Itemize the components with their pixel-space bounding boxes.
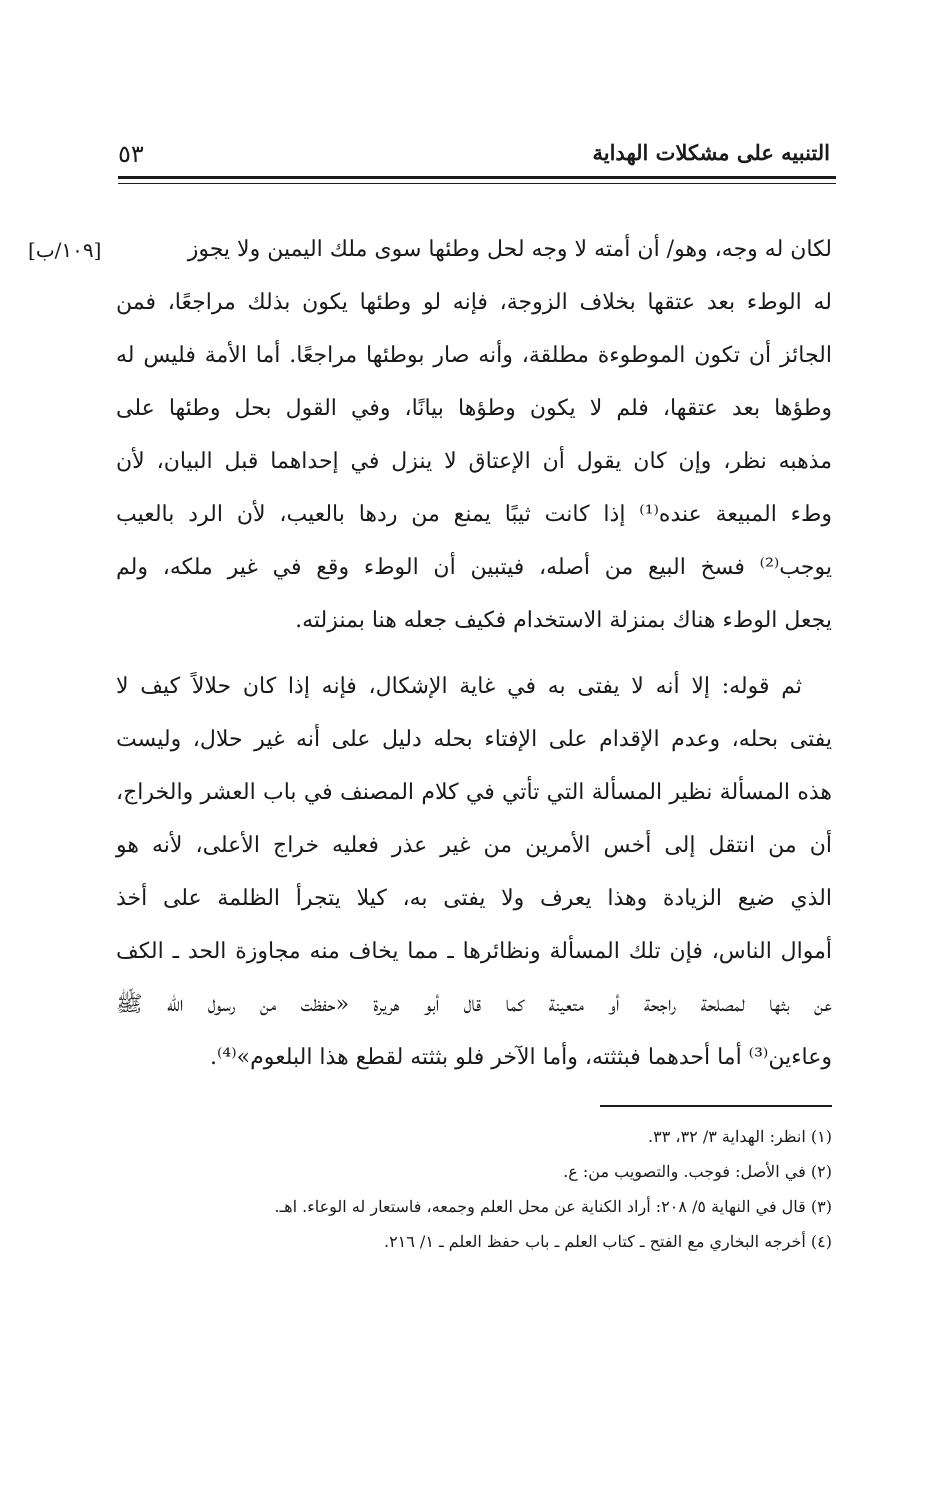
body-line: مذهبه نظر، وإن كان يقول أن الإعتاق لا ينزل في إحداهما قبل البيان، لأن xyxy=(116,449,832,474)
body-line: يجعل الوطء هناك بمنزلة الاستخدام فكيف جعله هنا بمنزلته. xyxy=(295,608,832,633)
body-line: وطء المبيعة عنده⁽¹⁾ إذا كانت ثيبًا يمنع من ردها بالعيب، لأن الرد بالعيب xyxy=(116,502,832,527)
body-line: الجائز أن تكون الموطوءة مطلقة، وأنه صار بوطئها مراجعًا. أما الأمة فليس له xyxy=(116,343,832,368)
footnote: (١) انظر: الهداية ٣/ ٣٢، ٣٣. xyxy=(648,1127,832,1146)
footnote-separator xyxy=(600,1105,832,1107)
body-line: أموال الناس، فإن تلك المسألة ونظائرها ـ مما يخاف منه مجاوزة الحد ـ الكف xyxy=(116,939,832,964)
footnote: (٢) في الأصل: فوجب. والتصويب من: ع. xyxy=(563,1162,832,1181)
footnote: (٣) قال في النهاية ٥/ ٢٠٨: أراد الكناية عن محل العلم وجمعه، فاستعار له الوعاء. اهـ. xyxy=(274,1197,832,1216)
manuscript-folio-reference: [١٠٩/ب] xyxy=(28,238,102,262)
body-line: وطؤها بعد عتقها، فلم لا يكون وطؤها بيانًا، وفي القول بحل وطئها على xyxy=(116,396,832,421)
body-line: عن بثها لمصلحة راجحة أو متعينة كما قال أبو هريرة «حفظت من رسول الله ﷺ xyxy=(116,992,832,1017)
body-line: يفتى بحله، وعدم الإقدام على الإفتاء بحله دليل على أنه غير حلال، وليست xyxy=(116,727,832,752)
body-line: هذه المسألة نظير المسألة التي تأتي في كلام المصنف في باب العشر والخراج، xyxy=(116,780,832,805)
body-line: وعاءين⁽³⁾ أما أحدهما فبثثته، وأما الآخر فلو بثثته لقطع هذا البلعوم»⁽⁴⁾. xyxy=(210,1045,832,1070)
header-rule-thick xyxy=(118,176,836,179)
body-line: لكان له وجه، وهو/ أن أمته لا وجه لحل وطئها سوى ملك اليمين ولا يجوز xyxy=(187,237,832,262)
footnote: (٤) أخرجه البخاري مع الفتح ـ كتاب العلم ـ باب حفظ العلم ـ ١/ ٢١٦. xyxy=(383,1232,832,1251)
body-line: ثم قوله: إلا أنه لا يفتى به في غاية الإشكال، فإنه إذا كان حلالاً كيف لا xyxy=(116,674,802,699)
body-line: له الوطء بعد عتقها بخلاف الزوجة، فإنه لو وطئها يكون بذلك مراجعًا، فمن xyxy=(116,290,832,315)
body-line: الذي ضيع الزيادة وهذا يعرف ولا يفتى به، كيلا يتجرأ الظلمة على أخذ xyxy=(116,886,832,911)
header-rule-thin xyxy=(118,183,836,184)
page-number: ٥٣ xyxy=(118,140,144,168)
body-line: أن من انتقل إلى أخس الأمرين من غير عذر فعليه خراج الأعلى، لأنه هو xyxy=(116,833,832,858)
body-line: يوجب⁽²⁾ فسخ البيع من أصله، فيتبين أن الوطء وقع في غير ملكه، ولم xyxy=(116,555,832,580)
running-header-title: التنبيه على مشكلات الهداية xyxy=(592,140,830,165)
